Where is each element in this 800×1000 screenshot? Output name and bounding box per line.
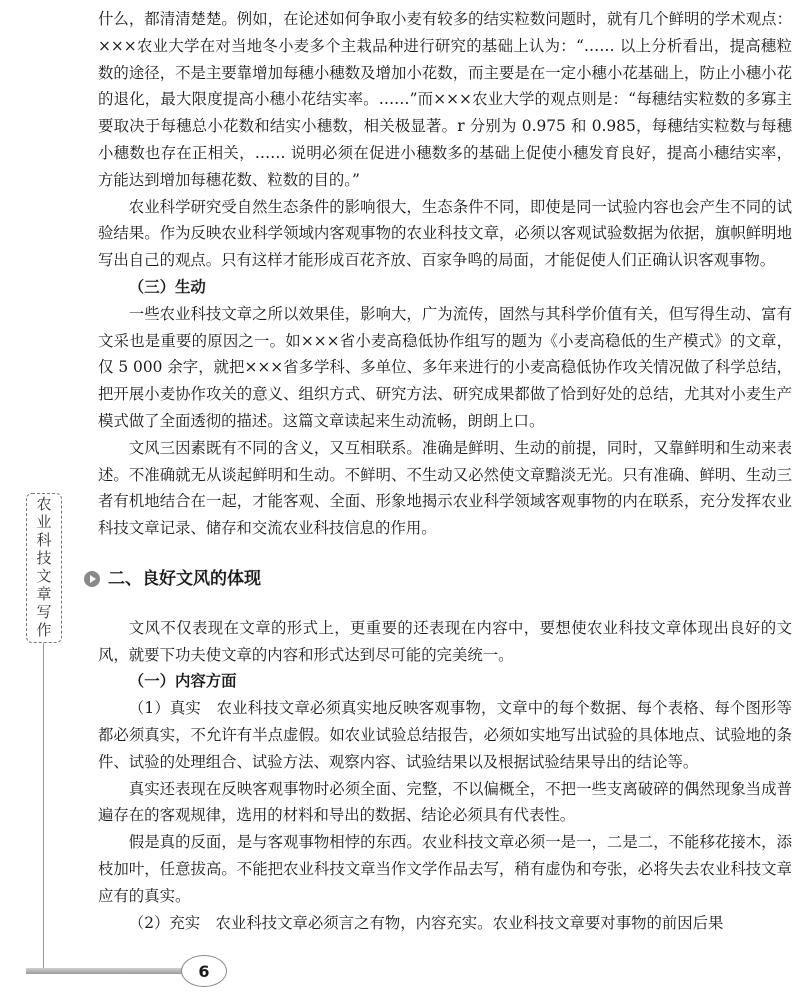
section-heading [84, 566, 792, 593]
paragraph: 农业科学研究受自然生态条件的影响很大，生态条件不同，即使是同一试验内容也会产生不同的试验结果。作为反映农业科学领域内客观事物的农业科技文章，必须以客观试验数据为依据，旗帜鲜明地写出自己的观点。只有这样才能形成百花齐放、百家争鸣的局面，才能促使人们正确认识客观事物。 [98, 197, 792, 270]
paragraph: （2）充实 农业科技文章必须言之有物，内容充实。农业科技文章要对事物的前因后果 [128, 913, 724, 932]
paragraph-continued: 什么，都清清楚楚。例如，在论述如何争取小麦有较多的结实粒数问题时，就有几个鲜明的学术观点：×××农业大学在对当地冬小麦多个主栽品种进行研究的基础上认为：“…… 以上分析看出，提高穗粒数的途径，不是主要靠增加每穗小穗数及增加小花数，而主要是在一定小穗小花基础上，防止小穗小花的退化，最大限度提高小穗小花结实率。……”而×××农业大学的观点则是：“每穗结实粒数的多寡主要取决于每穗总小花数和结实小穗数，相关极显著。r 分别为 0.975 和 0.985，每穗结实粒数与每穗小穗数也存在正相关，…… 说明必须在促进小穗数多的基础上促使小穗发育良好，提高小穗结实率，方能达到增加每穗花数、粒数的目的。” [98, 10, 792, 189]
subsection-heading-content: （一）内容方面 [128, 672, 237, 691]
side-tab-label: 农业科技文章写作 [34, 496, 53, 640]
paragraph: 文风三因素既有不同的含义，又互相联系。准确是鲜明、生动的前提，同时，又靠鲜明和生动来表述。不准确就无从谈起鲜明和生动。不鲜明、不生动又必然使文章黯淡无光。只有准确、鲜明、生动三者有机地结合在一起，才能客观、全面、形象地揭示农业科学领域客观事物的内在联系，充分发挥农业科技文章记录、储存和交流农业科技信息的作用。 [98, 438, 792, 538]
main-text [98, 6, 792, 936]
arrow-bullet-icon [84, 571, 100, 587]
section-heading-text: 二、良好文风的体现 [108, 568, 261, 589]
paragraph: 真实还表现在反映客观事物时必须全面、完整，不以偏概全，不把一些支离破碎的偶然现象当成普遍存在的客观规律，选用的材料和导出的数据、结论必须具有代表性。 [98, 779, 792, 825]
side-divider-line [43, 643, 44, 968]
paragraph: 假是真的反面，是与客观事物相悖的东西。农业科技文章必须一是一，二是二，不能移花接木，添枝加叶，任意拔高。不能把农业科技文章当作文学作品去写，稍有虚伪和夸张，必将失去农业科技文章应有的真实。 [98, 833, 792, 905]
paragraph: 文风不仅表现在文章的形式上，更重要的还表现在内容中，要想使农业科技文章体现出良好的文风，就要下功夫使文章的内容和形式达到尽可能的完美统一。 [98, 618, 792, 664]
paragraph: 一些农业科技文章之所以效果佳，影响大，广为流传，固然与其科学价值有关，但写得生动、富有文采也是重要的原因之一。如×××省小麦高稳低协作组写的题为《小麦高稳低的生产模式》的文章，仅 5 000 余字，就把×××省多学科、多单位、多年来进行的小麦高稳低协作攻关情况做了科学总结，把开展小麦协作攻关的意义、组织方式、研究方法、研究成果都做了恰到好处的总结，尤其对小麦生产模式做了全面透彻的描述。这篇文章读起来生动流畅，朗朗上口。 [98, 304, 792, 430]
page-number: 6 [181, 955, 227, 987]
footer-bar [26, 968, 191, 974]
subsection-heading-vivid: （三）生动 [128, 277, 206, 296]
paragraph: （1）真实 农业科技文章必须真实地反映客观事物，文章中的每个数据、每个表格、每个图形等都必须真实，不允许有半点虚假。如农业试验总结报告，必须如实地写出试验的具体地点、试验地的条件、试验的处理组合、试验方法、观察内容、试验结果以及根据试验结果导出的结论等。 [98, 699, 792, 771]
chapter-side-tab [26, 493, 62, 643]
